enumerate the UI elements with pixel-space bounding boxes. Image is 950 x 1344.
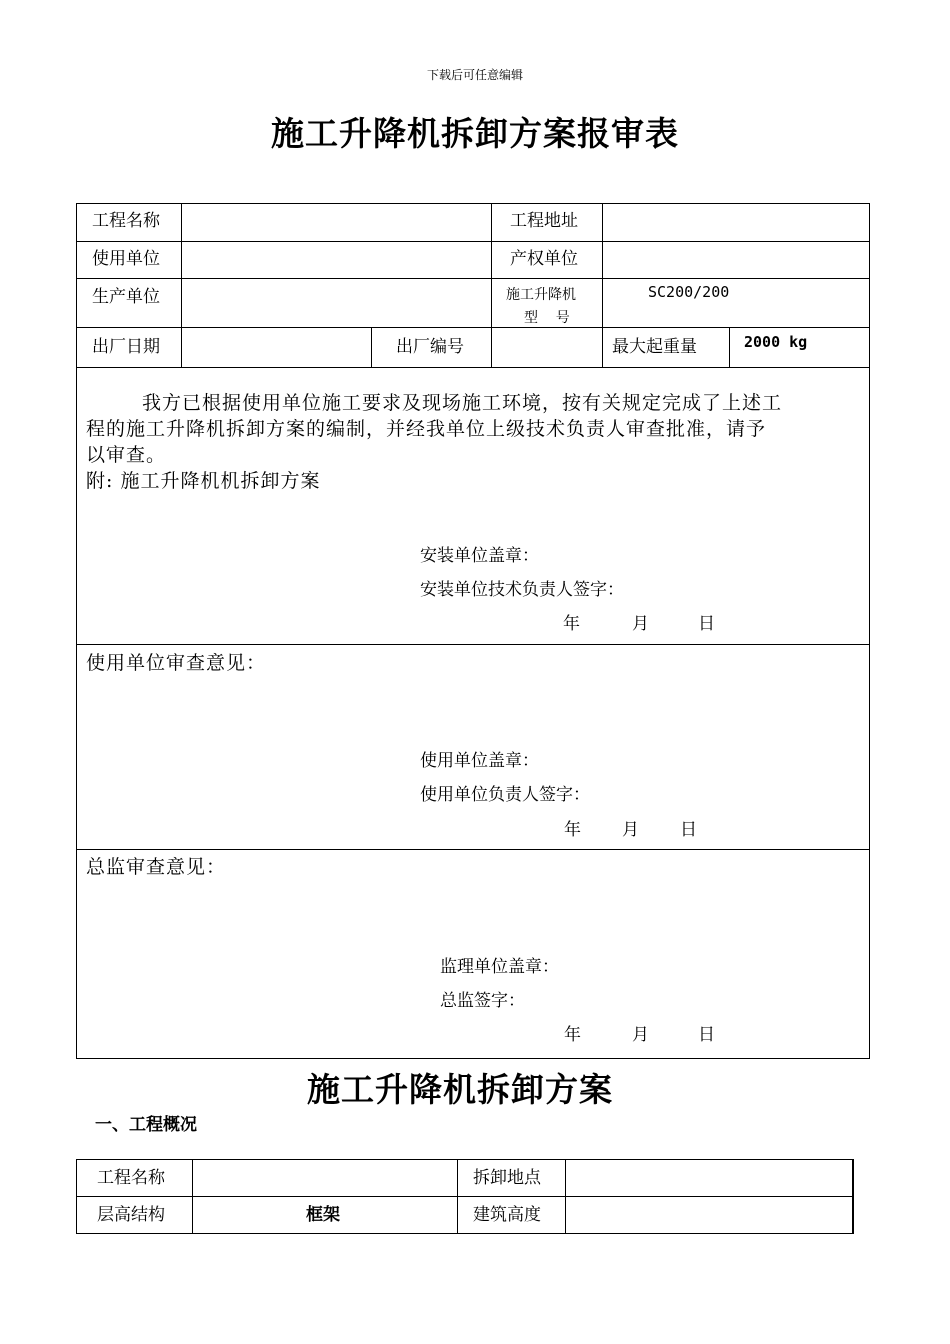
user-unit-label: 使用单位 [92,249,160,269]
user-day: 日 [680,820,697,840]
section-heading: 一、工程概况 [95,1115,197,1135]
user-sign-label: 使用单位负责人签字： [420,785,590,805]
building-height-label: 建筑高度 [473,1205,541,1225]
property-unit-label: 产权单位 [510,249,578,269]
header-note: 下载后可任意编辑 [426,68,523,82]
chief-sign-label: 总监签字： [440,991,525,1011]
install-seal-label: 安装单位盖章： [420,546,539,566]
model-value: SC200/200 [648,283,730,301]
plan-title: 施工升降机拆卸方案 [307,1070,613,1109]
statement [86,390,861,494]
chief-year: 年 [564,1025,581,1045]
user-year: 年 [564,820,581,840]
factory-number-label: 出厂编号 [396,337,464,357]
model-label-line2: 型 号 [524,310,570,326]
statement-line-2: 程的施工升降机拆卸方案的编制，并经我单位上级技术负责人审查批准，请予 [86,418,767,440]
install-month: 月 [632,614,649,634]
user-review-title: 使用单位审查意见： [86,652,267,674]
chief-review-title: 总监审查意见： [86,856,227,878]
factory-date-label: 出厂日期 [92,337,160,357]
chief-day: 日 [698,1025,715,1045]
install-day: 日 [698,614,715,634]
attachment-note: 附: 施工升降机机拆卸方案 [86,470,321,492]
project-address-label: 工程地址 [510,211,578,231]
chief-month: 月 [632,1025,649,1045]
max-load-value: 2000 kg [744,333,808,351]
demolition-site-label: 拆卸地点 [473,1168,541,1188]
statement-line-3: 以审查。 [86,444,167,466]
plan-project-name-label: 工程名称 [97,1168,165,1188]
structure-label: 层高结构 [97,1205,165,1225]
supervision-seal-label: 监理单位盖章： [440,957,559,977]
max-load-label: 最大起重量 [612,337,697,357]
form-title: 施工升降机拆卸方案报审表 [271,114,679,153]
statement-line-1: 我方已根据使用单位施工要求及现场施工环境，按有关规定完成了上述工 [142,392,783,414]
install-sign-label: 安装单位技术负责人签字： [420,580,624,600]
user-month: 月 [622,820,639,840]
install-year: 年 [563,614,580,634]
user-seal-label: 使用单位盖章： [420,751,539,771]
structure-value: 框架 [306,1205,340,1225]
project-name-label: 工程名称 [92,211,160,231]
model-label-line1: 施工升降机 [506,287,576,303]
manufacturer-label: 生产单位 [92,287,160,307]
